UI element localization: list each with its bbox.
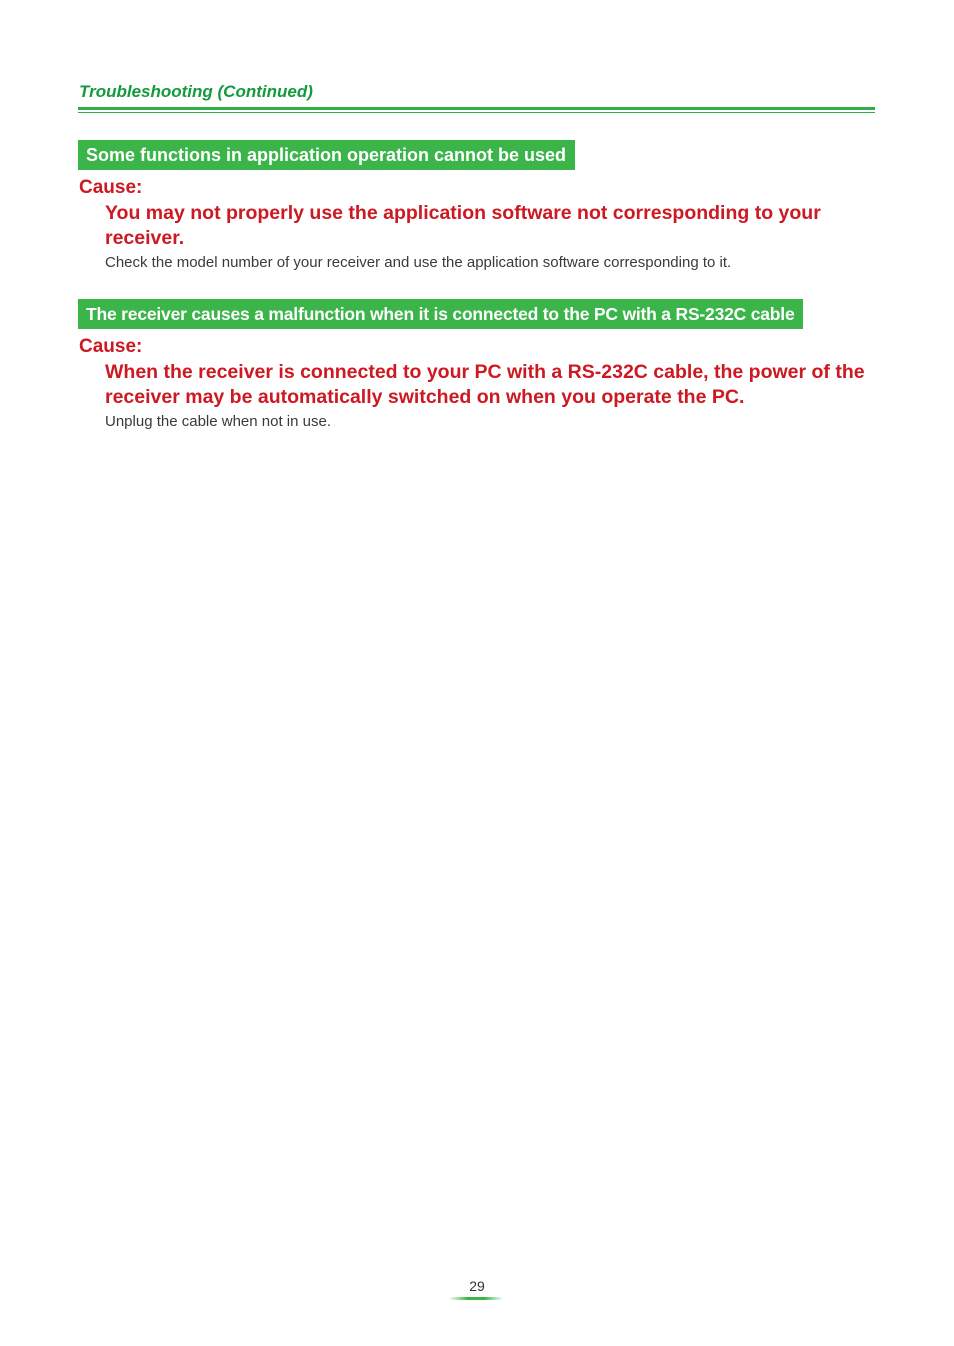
remedy-text: Check the model number of your receiver and use the application software corresponding to it. [105, 254, 732, 271]
issue-title: The receiver causes a malfunction when it is connected to the PC with a RS-232C cable [78, 299, 803, 329]
issue-block [78, 299, 875, 432]
header-rule-thick [78, 107, 875, 110]
cause-label: Cause: [79, 336, 143, 357]
page-number-underline [449, 1297, 503, 1300]
section-heading: Troubleshooting (Continued) [79, 82, 313, 101]
remedy-text: Unplug the cable when not in use. [105, 413, 331, 430]
cause-label: Cause: [79, 177, 143, 198]
issue-block [78, 140, 875, 273]
issue-title: Some functions in application operation cannot be used [78, 140, 575, 170]
cause-text: When the receiver is connected to your PC with a RS-232C cable, the power of the receiver may be automatically switched on when you operate the PC. [105, 361, 865, 408]
header-rule-thin [78, 112, 875, 113]
cause-text: You may not properly use the application software not corresponding to your receiver. [105, 202, 821, 249]
page-number: 29 [469, 1278, 485, 1294]
